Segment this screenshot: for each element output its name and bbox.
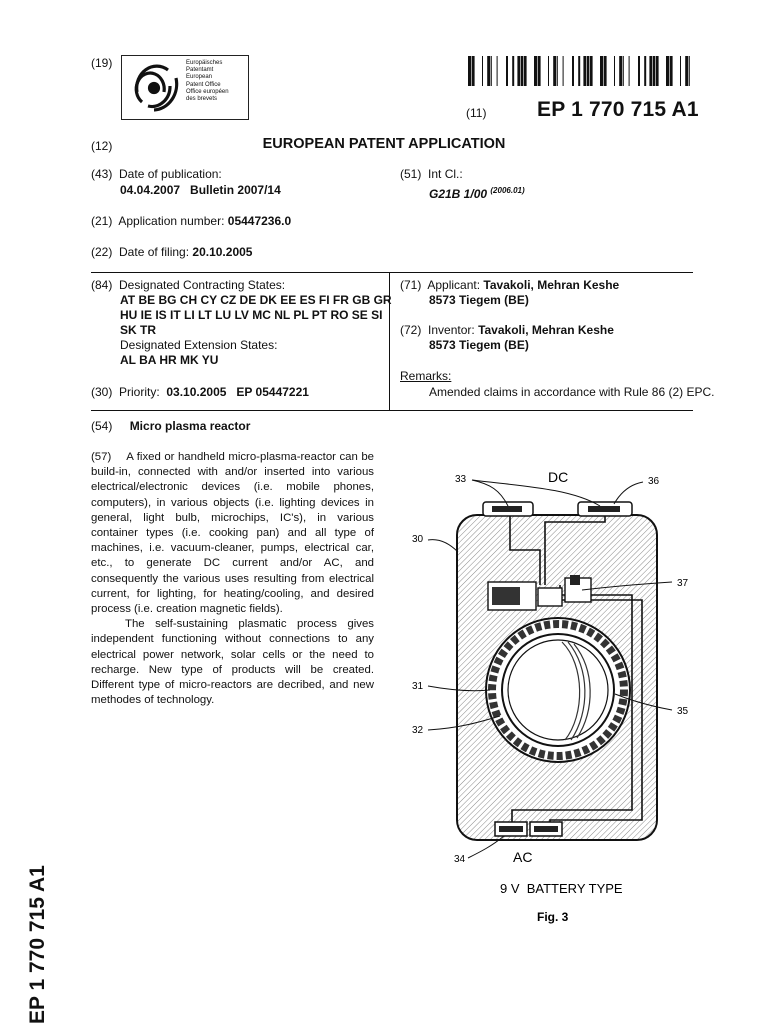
filing-date-value: 20.10.2005 xyxy=(192,245,253,259)
barcode-bar xyxy=(656,56,659,86)
office-name-line: Patent Office xyxy=(186,81,221,88)
epo-logo xyxy=(121,55,249,120)
figure-3-drawing xyxy=(400,460,700,930)
barcode-bar xyxy=(670,56,673,86)
invention-title-field xyxy=(91,419,250,434)
ref-31: 31 xyxy=(412,681,424,692)
inventor-address: 8573 Tiegem (BE) xyxy=(429,338,529,352)
applicant-field xyxy=(400,278,619,293)
field-label: Inventor: xyxy=(428,323,475,337)
barcode-bar xyxy=(649,56,652,86)
ref-34: 34 xyxy=(454,854,466,865)
spine-publication-number: EP 1 770 715 A1 xyxy=(26,865,49,1024)
designated-states-list xyxy=(120,293,392,338)
barcode-bar xyxy=(590,56,593,86)
barcode-bar xyxy=(538,56,541,86)
inid-54: (54) xyxy=(91,419,113,433)
designated-states-field xyxy=(91,278,285,293)
int-cl-version: (2006.01) xyxy=(490,186,525,195)
invention-title: Micro plasma reactor xyxy=(129,419,251,433)
barcode-bar xyxy=(653,56,655,86)
barcode-bar xyxy=(512,56,514,86)
ref-33: 33 xyxy=(455,474,467,485)
extension-states-label: Designated Extension States: xyxy=(120,338,278,352)
field-label: Application number: xyxy=(118,214,225,228)
int-cl-field xyxy=(400,167,463,182)
barcode-bar xyxy=(644,56,646,86)
barcode-bar xyxy=(497,56,498,86)
barcode-bar xyxy=(578,56,580,86)
barcode-bar xyxy=(521,56,523,86)
ref-36: 36 xyxy=(648,476,660,487)
publication-number: EP 1 770 715 A1 xyxy=(537,98,699,121)
barcode-bar xyxy=(517,56,520,86)
inid-84: (84) xyxy=(91,278,113,292)
abstract-text: A fixed or handheld micro-plasma-reactor can be build-in, connected with and/or inserted into various electrical/electronic devices (i.e. mobile phones, computers), in various objects (i.e. lighting devices in general, light bulb, microchips, IC's), in various container types (i.e. cooking pan) and all type of machines, i.e. vacuum-cleaner, pumps, electrical car, etc., to generate DC current and/or AC, and consequently the various uses resulting from electrical current, for lighting, for heating/cooling, and desired process (i.e. creation magnetic fields). xyxy=(91,451,374,616)
priority-value: 03.10.2005 EP 05447221 xyxy=(166,385,309,399)
office-name-line: European xyxy=(186,74,213,81)
states-line: AT BE BG CH CY CZ DE DK EE ES FI FR GB GR xyxy=(120,293,392,307)
barcode-bar xyxy=(689,56,690,86)
field-label: Date of filing: xyxy=(119,245,190,259)
barcode-bar xyxy=(604,56,607,86)
remarks-label: Remarks: xyxy=(400,369,452,383)
terminal-contact xyxy=(492,506,522,512)
barcode-bar xyxy=(506,56,508,86)
publication-date-field xyxy=(91,167,222,182)
office-name-line: Europäisches xyxy=(186,60,223,66)
barcode-bar xyxy=(685,56,688,86)
abstract xyxy=(91,450,374,708)
document-type-title: EUROPEAN PATENT APPLICATION xyxy=(262,136,506,152)
office-name-line: Office européen xyxy=(186,88,229,95)
priority-field xyxy=(91,385,309,400)
figure-caption: 9 V BATTERY TYPE xyxy=(500,881,623,896)
barcode-bar xyxy=(487,56,490,86)
field-label: Priority: xyxy=(119,385,160,399)
ref-32: 32 xyxy=(412,725,424,736)
inid-57: (57) xyxy=(91,451,112,463)
terminal-contact xyxy=(588,506,620,512)
barcode-bar xyxy=(563,56,564,86)
office-names xyxy=(186,60,248,103)
office-name-line: des brevets xyxy=(186,96,218,103)
label-ac: AC xyxy=(513,849,533,865)
inid-71: (71) xyxy=(400,278,422,292)
inventor-name: Tavakoli, Mehran Keshe xyxy=(478,323,614,337)
inventor-field xyxy=(400,323,614,338)
barcode-bar xyxy=(623,56,624,86)
ref-37: 37 xyxy=(677,578,689,589)
inid-30: (30) xyxy=(91,385,113,399)
terminal-contact xyxy=(499,826,523,832)
states-line: SK TR xyxy=(120,323,156,337)
inid-11: (11) xyxy=(466,106,487,120)
terminal-contact xyxy=(534,826,558,832)
field-label: Date of publication: xyxy=(119,167,222,181)
barcode-bar xyxy=(468,56,471,86)
barcode-bar xyxy=(619,56,622,86)
inid-19: (19) xyxy=(91,56,113,70)
barcode-bar xyxy=(572,56,574,86)
barcode-bar xyxy=(553,56,556,86)
abstract-para-1 xyxy=(91,450,374,617)
barcode-bar xyxy=(491,56,492,86)
barcode-bar xyxy=(534,56,537,86)
inid-72: (72) xyxy=(400,323,422,337)
abstract-para-2: The self-sustaining plasmatic process gives independent functioning without connections to any electrical power network, solar cells or the need to recharge. New type of products will be created. Different type of micro-reactors are decribed, and new methodes of technology. xyxy=(91,618,374,707)
inid-43: (43) xyxy=(91,167,113,181)
office-name-line: Patentamt xyxy=(186,67,214,74)
component-center xyxy=(538,588,562,606)
int-cl-code: G21B 1/00 xyxy=(429,187,488,201)
application-number-field xyxy=(91,214,291,229)
barcode-bar xyxy=(583,56,586,86)
label-dc: DC xyxy=(548,469,569,485)
figure-label: Fig. 3 xyxy=(537,910,569,924)
inid-51: (51) xyxy=(400,167,422,181)
publication-date-value: 04.04.2007 Bulletin 2007/14 xyxy=(120,183,281,197)
component-core xyxy=(570,575,580,585)
divider-bottom xyxy=(91,410,693,411)
int-cl-value xyxy=(429,183,525,202)
inid-21: (21) xyxy=(91,214,113,228)
application-number-value: 05447236.0 xyxy=(227,214,292,228)
ref-35: 35 xyxy=(677,706,689,717)
barcode-bar xyxy=(548,56,549,86)
inid-22: (22) xyxy=(91,245,113,259)
ref-30: 30 xyxy=(412,534,424,545)
component-core xyxy=(492,587,520,605)
epo-emblem-icon xyxy=(128,62,182,114)
extension-states-value: AL BA HR MK YU xyxy=(120,353,219,367)
filing-date-field xyxy=(91,245,252,260)
remarks-value: Amended claims in accordance with Rule 86 (2) EPC. xyxy=(429,385,715,399)
barcode-bar xyxy=(638,56,640,86)
field-label: Int Cl.: xyxy=(428,167,463,181)
barcode-bar xyxy=(482,56,483,86)
barcode-bar xyxy=(524,56,527,86)
barcode-bar xyxy=(472,56,475,86)
applicant-name: Tavakoli, Mehran Keshe xyxy=(483,278,620,292)
barcode-bar xyxy=(629,56,630,86)
barcode-bar xyxy=(557,56,558,86)
applicant-address: 8573 Tiegem (BE) xyxy=(429,293,529,307)
inid-12: (12) xyxy=(91,139,113,153)
field-label: Designated Contracting States: xyxy=(119,278,286,292)
barcode-bar xyxy=(666,56,669,86)
barcode-bar xyxy=(600,56,603,86)
barcode-bar xyxy=(614,56,615,86)
plasma-core xyxy=(508,640,608,740)
barcode-bar xyxy=(587,56,589,86)
field-label: Applicant: xyxy=(427,278,481,292)
divider-top xyxy=(91,272,693,273)
barcode-bar xyxy=(680,56,681,86)
barcode xyxy=(468,56,692,86)
states-line: HU IE IS IT LI LT LU LV MC NL PL PT RO SE SI xyxy=(120,308,383,322)
